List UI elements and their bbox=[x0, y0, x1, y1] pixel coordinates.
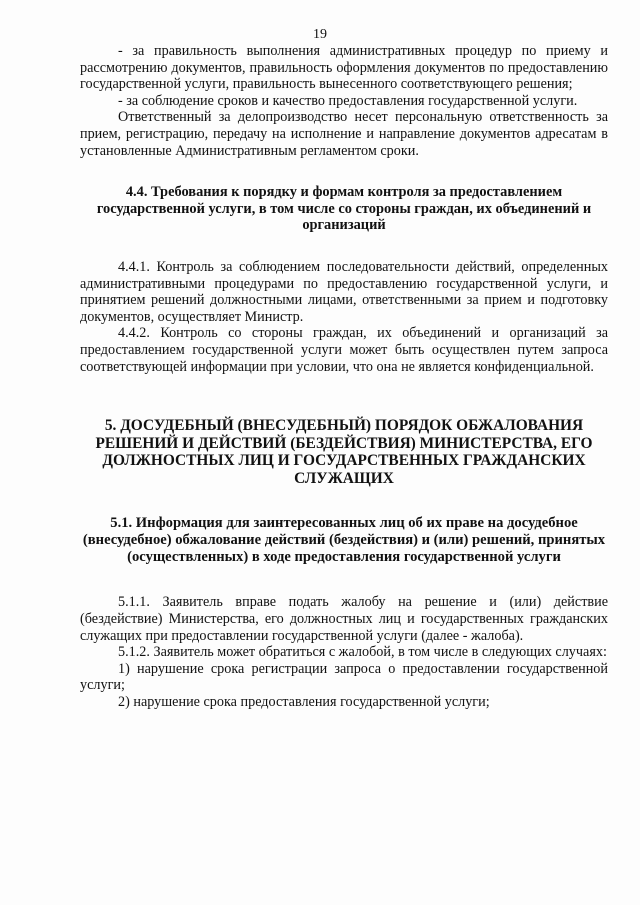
list-item-2: 2) нарушение срока предоставления государственной услуги; bbox=[118, 694, 490, 711]
paragraph-records-officer: Ответственный за делопроизводство несет персональную ответственность за прием, регистрацию, передачу на исполнение и направление документов адресатам в установленные Административным регламентом сроки. bbox=[80, 109, 608, 159]
page-number: 19 bbox=[313, 27, 327, 42]
paragraph-responsibility-procedures: - за правильность выполнения административных процедур по приему и рассмотрению документов, правильность оформления документов по предоставлению государственной услуги, правильность вынесенного соответствующего решения; bbox=[80, 43, 608, 93]
paragraph-4-4-2: 4.4.2. Контроль со стороны граждан, их объединений и организаций за предоставлением государственной услуги может быть осуществлен путем запроса соответствующей информации при условии, что она не является конфиденциальной. bbox=[80, 325, 608, 375]
paragraph-responsibility-deadlines: - за соблюдение сроков и качество предоставления государственной услуги. bbox=[118, 92, 578, 109]
paragraph-5-1-1: 5.1.1. Заявитель вправе подать жалобу на решение и (или) действие (бездействие) Министерства, его должностных лиц и государственных гражданских служащих при предоставлении государственной услуги (далее - жалоба). bbox=[80, 594, 608, 644]
list-item-1: 1) нарушение срока регистрации запроса о предоставлении государственной услуги; bbox=[80, 660, 608, 694]
section-heading-4-4: 4.4. Требования к порядку и формам контроля за предоставлением государственной услуги, в том числе со стороны граждан, их объединений и организаций bbox=[96, 184, 592, 234]
page-content bbox=[80, 43, 608, 711]
chapter-heading-5: 5. ДОСУДЕБНЫЙ (ВНЕСУДЕБНЫЙ) ПОРЯДОК ОБЖАЛОВАНИЯ РЕШЕНИЙ И ДЕЙСТВИЙ (БЕЗДЕЙСТВИЯ) МИНИСТЕРСТВА, ЕГО ДОЛЖНОСТНЫХ ЛИЦ И ГОСУДАРСТВЕННЫХ ГРАЖДАНСКИХ СЛУЖАЩИХ bbox=[95, 417, 593, 487]
paragraph-4-4-1: 4.4.1. Контроль за соблюдением последовательности действий, определенных административными процедурами по предоставлению государственной услуги, и принятием решений должностными лицами, ответственными за прием и подготовку документов, осуществляет Министр. bbox=[80, 258, 608, 325]
paragraph-5-1-2: 5.1.2. Заявитель может обратиться с жалобой, в том числе в следующих случаях: bbox=[118, 644, 607, 661]
section-heading-5-1: 5.1. Информация для заинтересованных лиц об их праве на досудебное (внесудебное) обжалование действий (бездействия) и (или) решений, принятых (осуществленных) в ходе предоставления государственной услуги bbox=[82, 515, 606, 566]
